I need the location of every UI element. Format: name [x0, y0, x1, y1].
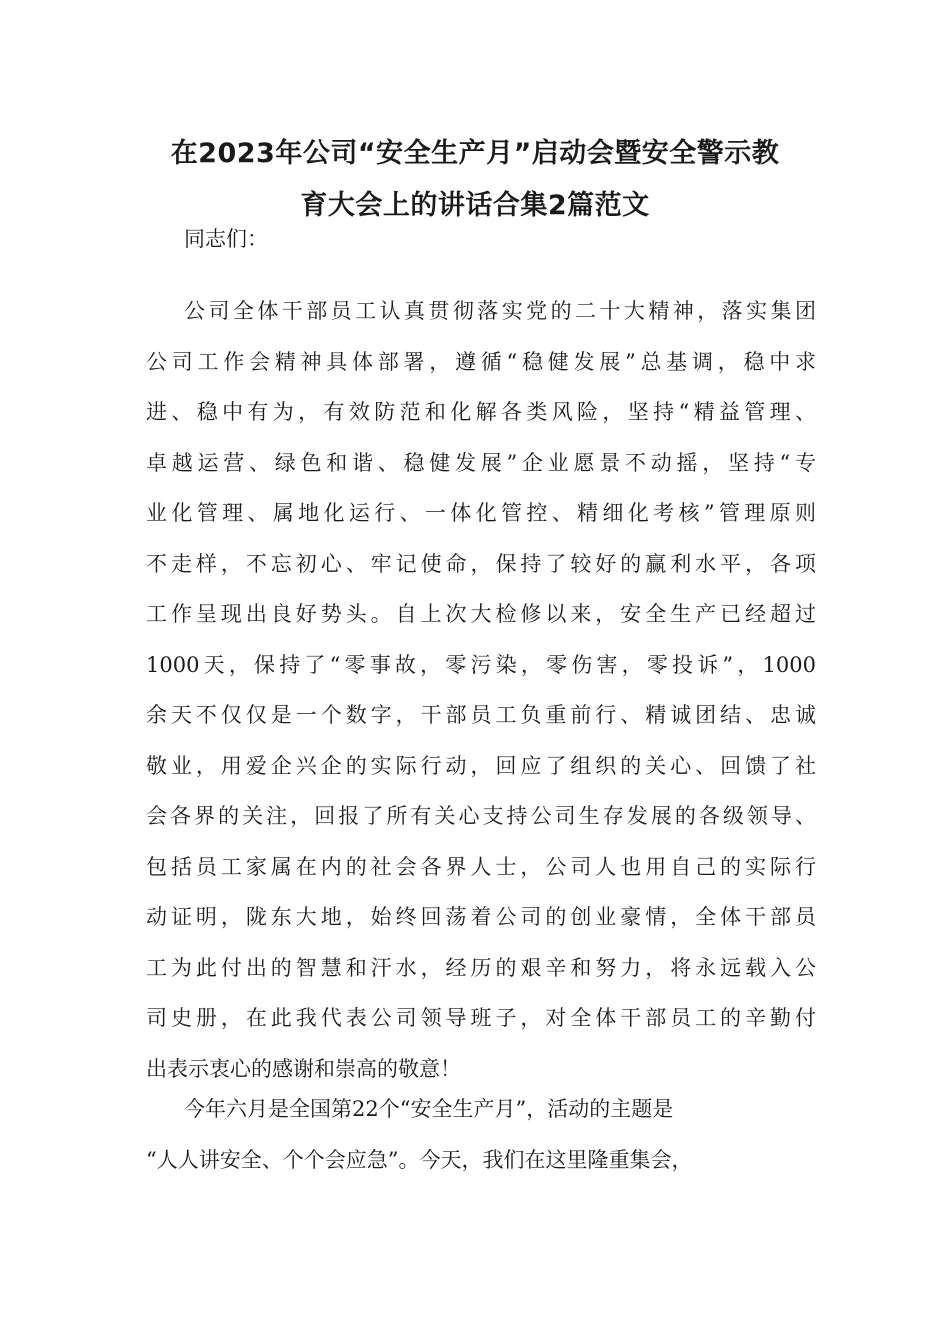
greeting: 同志们： [184, 227, 268, 251]
title-line: 在2023年公司“安全生产月”启动会暨安全警示教 [170, 138, 780, 169]
paragraph-line: 出表示衷心的感谢和崇高的敬意！ [146, 1056, 461, 1081]
title-line: 育大会上的讲话合集2篇范文 [300, 190, 650, 221]
paragraph-line: 会各界的关注，回报了所有关心支持公司生存发展的各级领导、 [146, 804, 816, 828]
paragraph-line: 动证明，陇东大地，始终回荡着公司的创业豪情，全体干部员 [146, 905, 816, 929]
paragraph-line: 余天不仅仅是一个数字，干部员工负重前行、精诚团结、忠诚 [146, 703, 816, 727]
paragraph-line: 公司工作会精神具体部署，遵循“稳健发展”总基调，稳中求 [146, 349, 816, 374]
body-paragraph [146, 286, 816, 1094]
paragraph-line: 不走样，不忘初心、牢记使命，保持了较好的赢利水平，各项 [146, 551, 816, 576]
paragraph-line: 工作呈现出良好势头。自上次大检修以来，安全生产已经超过 [146, 602, 816, 626]
body-paragraph [146, 1084, 816, 1185]
paragraph-line: 敬业，用爱企兴企的实际行动，回应了组织的关心、回馈了社 [146, 753, 816, 778]
paragraph-line: 公司全体干部员工认真贯彻落实党的二十大精神，落实集团 [184, 299, 816, 323]
paragraph-line: 包括员工家属在内的社会各界人士，公司人也用自己的实际行 [146, 854, 816, 879]
paragraph-line: 卓越运营、绿色和谐、稳健发展”企业愿景不动摇，坚持“专 [146, 450, 816, 475]
paragraph-line: 业化管理、属地化运行、一体化管控、精细化考核”管理原则 [146, 501, 816, 525]
paragraph-line: 工为此付出的智慧和汗水，经历的艰辛和努力，将永远载入公 [146, 955, 816, 980]
paragraph-line: 今年六月是全国第22个“安全生产月”，活动的主题是 [184, 1097, 674, 1121]
paragraph-line: 1000天，保持了“零事故，零污染，零伤害，零投诉”，1000 [146, 652, 816, 677]
paragraph-line: 进、稳中有为，有效防范和化解各类风险，坚持“精益管理、 [146, 400, 816, 424]
paragraph-line: 司史册，在此我代表公司领导班子，对全体干部员工的辛勤付 [146, 1006, 816, 1030]
paragraph-line: “人人讲安全、个个会应急”。今天，我们在这里隆重集会， [146, 1147, 693, 1172]
